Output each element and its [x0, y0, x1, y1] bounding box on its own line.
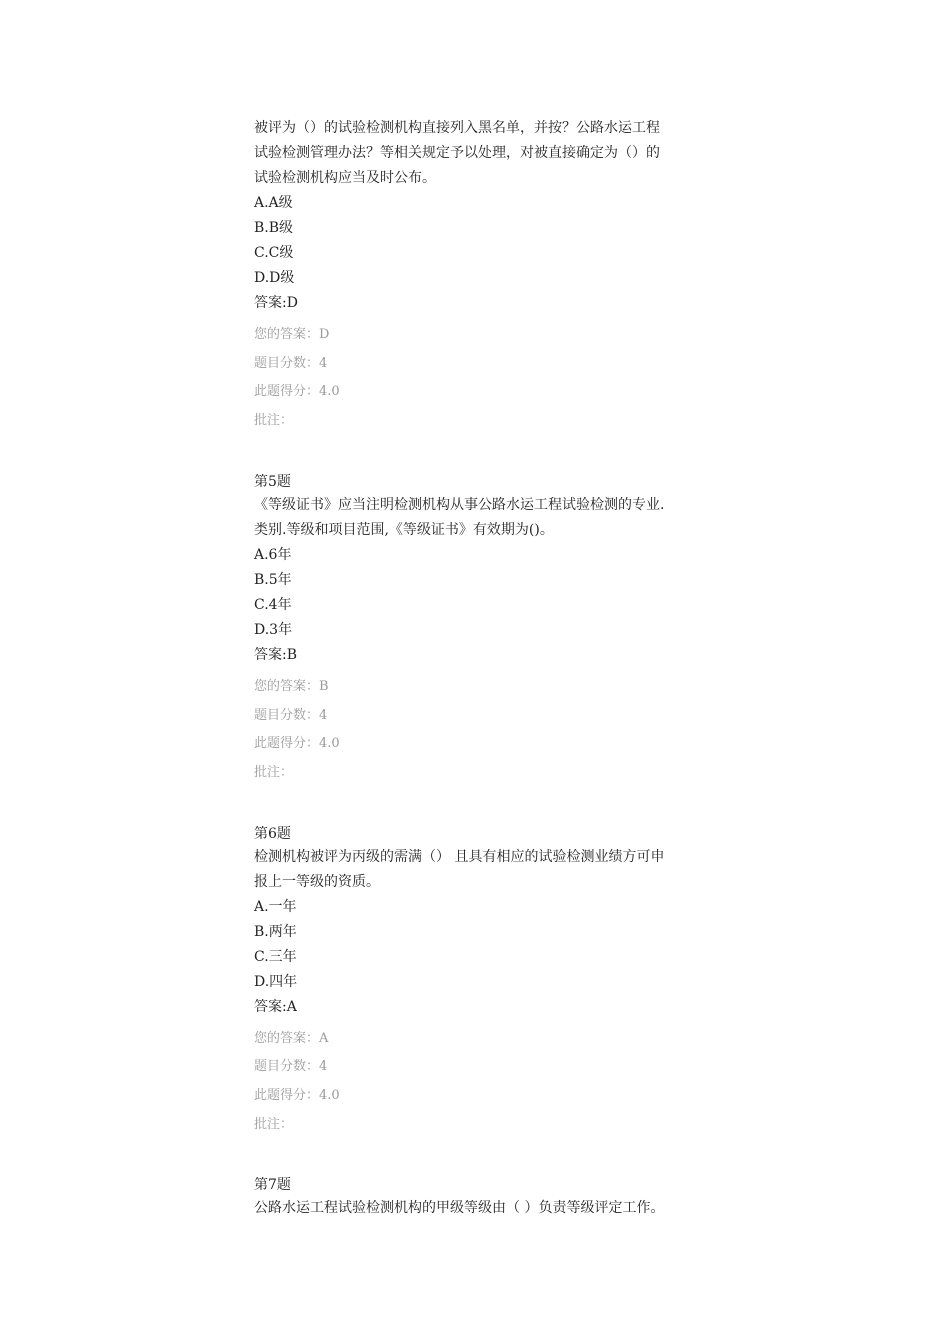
spacer [254, 436, 714, 471]
earned-score: 此题得分：4.0 [254, 384, 340, 400]
option-a: A.一年 [254, 898, 297, 915]
comment-label: 批注： [254, 764, 294, 780]
question-stem [254, 845, 714, 895]
question-stem [254, 493, 714, 543]
stem-line: 公路水运工程试验检测机构的甲级等级由（ ）负责等级评定工作。 [254, 1200, 665, 1217]
question-block [254, 471, 714, 788]
your-answer: 您的答案：D [254, 327, 330, 342]
stem-line: 被评为（）的试验检测机构直接列入黑名单，并按？公路水运工程 [254, 120, 660, 136]
correct-answer: 答案:D [254, 295, 298, 311]
option-c: C.三年 [254, 948, 297, 965]
question-title: 第6题 [254, 825, 291, 842]
comment-label: 批注： [254, 413, 294, 429]
stem-line: 试验检测管理办法？等相关规定予以处理，对被直接确定为（）的 [254, 145, 660, 161]
option-d: D.四年 [254, 973, 298, 990]
earned-score: 此题得分：4.0 [254, 736, 340, 752]
option-b: B.5年 [254, 571, 292, 588]
your-answer: 您的答案：A [254, 1030, 329, 1046]
stem-line: 检测机构被评为丙级的需满（） 且具有相应的试验检测业绩方可申 [254, 848, 665, 865]
option-a: A.A级 [254, 195, 293, 211]
question-block [254, 116, 714, 436]
option-d: D.3年 [254, 621, 293, 638]
option-b: B.B级 [254, 220, 294, 236]
correct-answer: 答案:B [254, 646, 298, 663]
question-stem [254, 1196, 714, 1221]
question-score: 题目分数：4 [254, 1059, 328, 1075]
option-d: D.D级 [254, 270, 295, 286]
your-answer: 您的答案：B [254, 678, 329, 694]
question-title: 第7题 [254, 1177, 291, 1194]
question-block [254, 1174, 714, 1221]
question-title: 第5题 [254, 473, 291, 490]
option-c: C.C级 [254, 245, 294, 261]
stem-line: 试验检测机构应当及时公布。 [254, 170, 436, 186]
question-block [254, 823, 714, 1140]
question-score: 题目分数：4 [254, 355, 328, 371]
stem-line: 报上一等级的资质。 [254, 873, 380, 890]
question-stem [254, 116, 714, 191]
spacer [254, 1139, 714, 1174]
comment-label: 批注： [254, 1116, 294, 1132]
stem-line: 类别.等级和项目范围,《等级证书》有效期为()。 [254, 521, 554, 538]
correct-answer: 答案:A [254, 998, 297, 1015]
question-score: 题目分数：4 [254, 707, 328, 723]
option-a: A.6年 [254, 546, 292, 563]
stem-line: 《等级证书》应当注明检测机构从事公路水运工程试验检测的专业. [254, 496, 665, 513]
spacer [254, 788, 714, 823]
option-c: C.4年 [254, 596, 292, 613]
option-b: B.两年 [254, 923, 297, 940]
earned-score: 此题得分：4.0 [254, 1088, 340, 1104]
document-page [254, 116, 714, 1221]
